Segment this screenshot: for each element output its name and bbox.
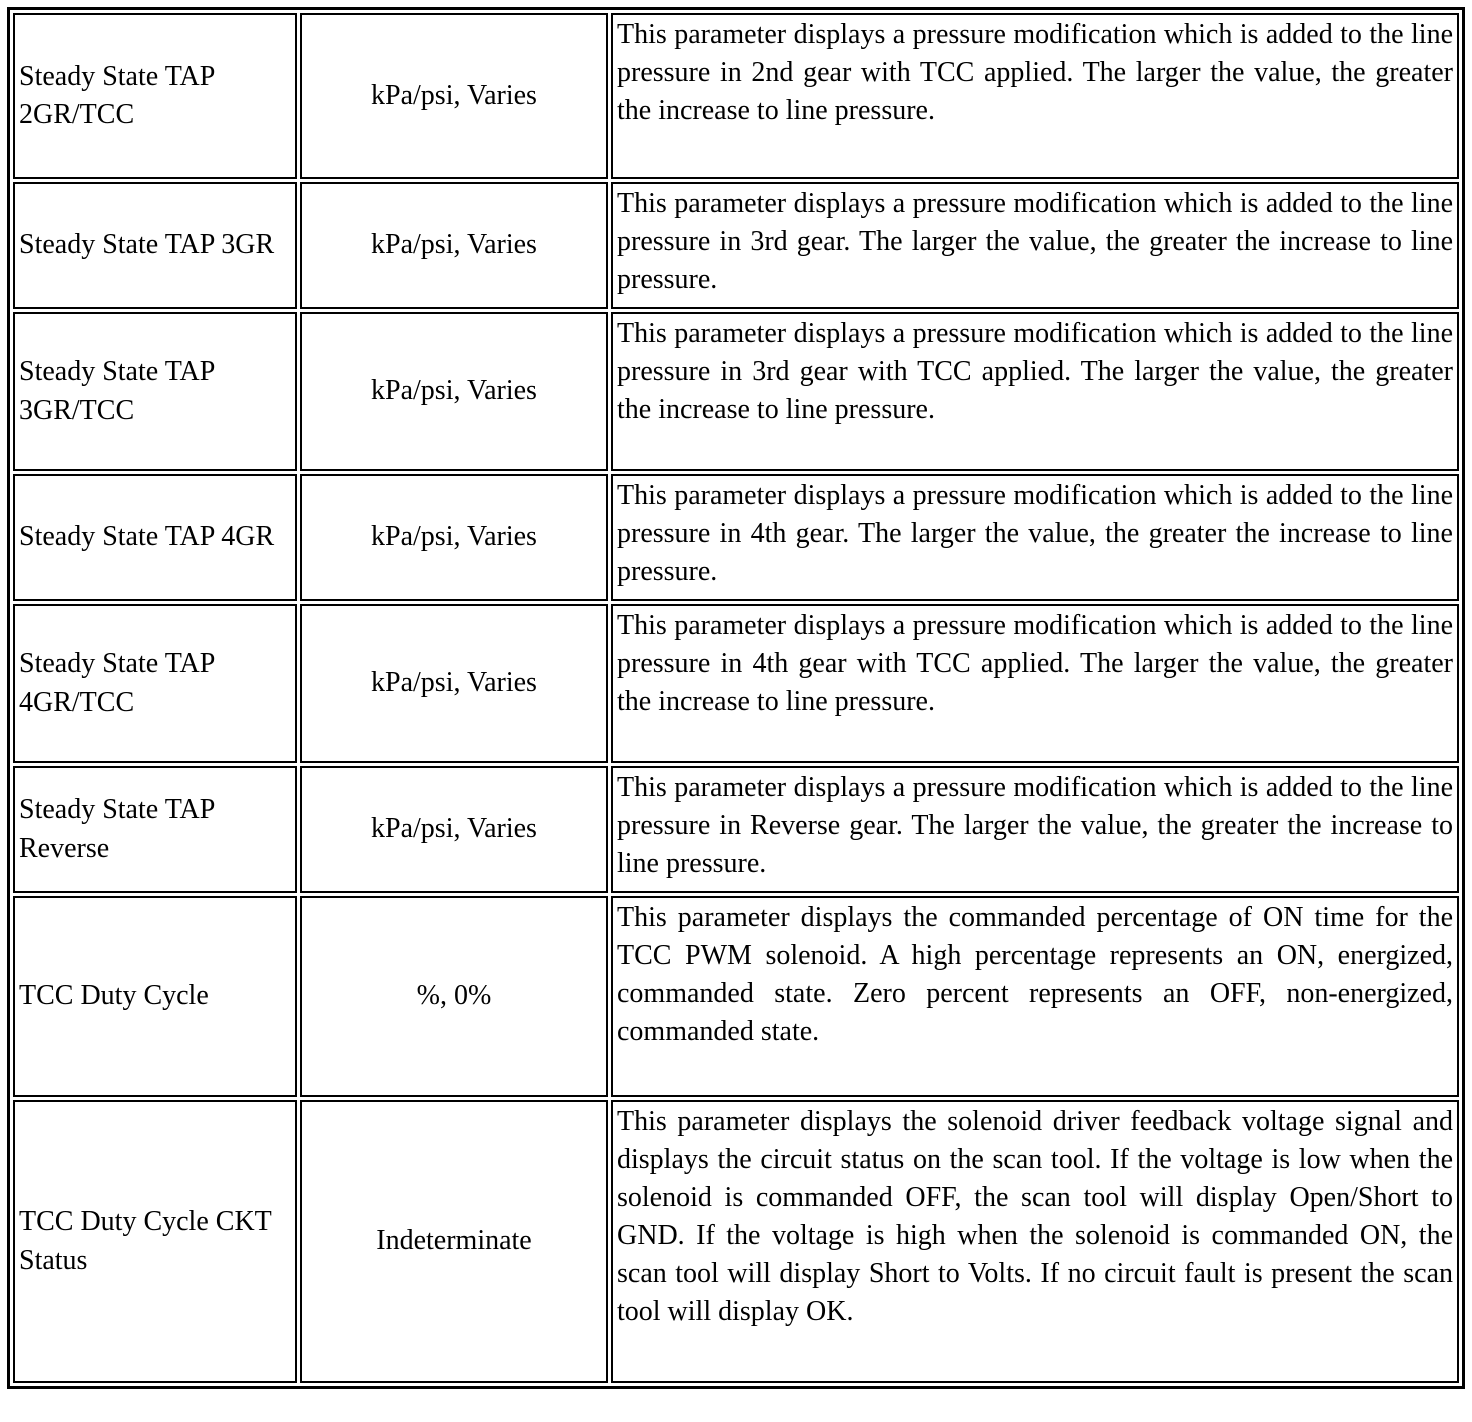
parameter-name-cell: Steady State TAP 2GR/TCC: [13, 13, 297, 179]
parameter-name-cell: Steady State TAP 3GR/TCC: [13, 312, 297, 471]
table-row: [13, 13, 1459, 179]
parameter-name-cell: TCC Duty Cycle: [13, 896, 297, 1097]
parameter-description-cell: This parameter displays a pressure modification which is added to the line pressure in 2nd gear with TCC applied. The larger the value, the greater the increase to line pressure.: [611, 13, 1459, 179]
table-row: [13, 604, 1459, 763]
parameter-description-cell: This parameter displays the solenoid driver feedback voltage signal and displays the circuit status on the scan tool. If the voltage is low when the solenoid is commanded OFF, the scan tool will display Open/Short to GND. If the voltage is high when the solenoid is commanded ON, the scan tool will display Short to Volts. If no circuit fault is present the scan tool will display OK.: [611, 1100, 1459, 1383]
parameter-name-cell: Steady State TAP 3GR: [13, 182, 297, 309]
parameter-description-cell: This parameter displays a pressure modification which is added to the line pressure in 4th gear. The larger the value, the greater the increase to line pressure.: [611, 474, 1459, 601]
parameter-description-cell: This parameter displays a pressure modification which is added to the line pressure in Reverse gear. The larger the value, the greater the increase to line pressure.: [611, 766, 1459, 893]
table-row: [13, 766, 1459, 893]
parameter-value-cell: kPa/psi, Varies: [300, 604, 608, 763]
parameter-description-cell: This parameter displays a pressure modification which is added to the line pressure in 3rd gear with TCC applied. The larger the value, the greater the increase to line pressure.: [611, 312, 1459, 471]
parameter-name-cell: TCC Duty Cycle CKT Status: [13, 1100, 297, 1383]
table-row: [13, 312, 1459, 471]
table-row: [13, 1100, 1459, 1383]
parameter-name-cell: Steady State TAP 4GR/TCC: [13, 604, 297, 763]
parameter-description-cell: This parameter displays the commanded percentage of ON time for the TCC PWM solenoid. A high percentage represents an ON, energized, commanded state. Zero percent represents an OFF, non-energized, commanded state.: [611, 896, 1459, 1097]
parameter-value-cell: kPa/psi, Varies: [300, 474, 608, 601]
parameters-table: [7, 7, 1465, 1389]
parameter-value-cell: kPa/psi, Varies: [300, 766, 608, 893]
parameter-value-cell: kPa/psi, Varies: [300, 312, 608, 471]
parameter-value-cell: kPa/psi, Varies: [300, 13, 608, 179]
parameter-description-cell: This parameter displays a pressure modification which is added to the line pressure in 3rd gear. The larger the value, the greater the increase to line pressure.: [611, 182, 1459, 309]
parameter-value-cell: Indeterminate: [300, 1100, 608, 1383]
table-row: [13, 474, 1459, 601]
parameter-description-cell: This parameter displays a pressure modification which is added to the line pressure in 4th gear with TCC applied. The larger the value, the greater the increase to line pressure.: [611, 604, 1459, 763]
table-row: [13, 182, 1459, 309]
table-row: [13, 896, 1459, 1097]
parameter-name-cell: Steady State TAP Reverse: [13, 766, 297, 893]
parameter-value-cell: kPa/psi, Varies: [300, 182, 608, 309]
parameter-value-cell: %, 0%: [300, 896, 608, 1097]
parameter-name-cell: Steady State TAP 4GR: [13, 474, 297, 601]
